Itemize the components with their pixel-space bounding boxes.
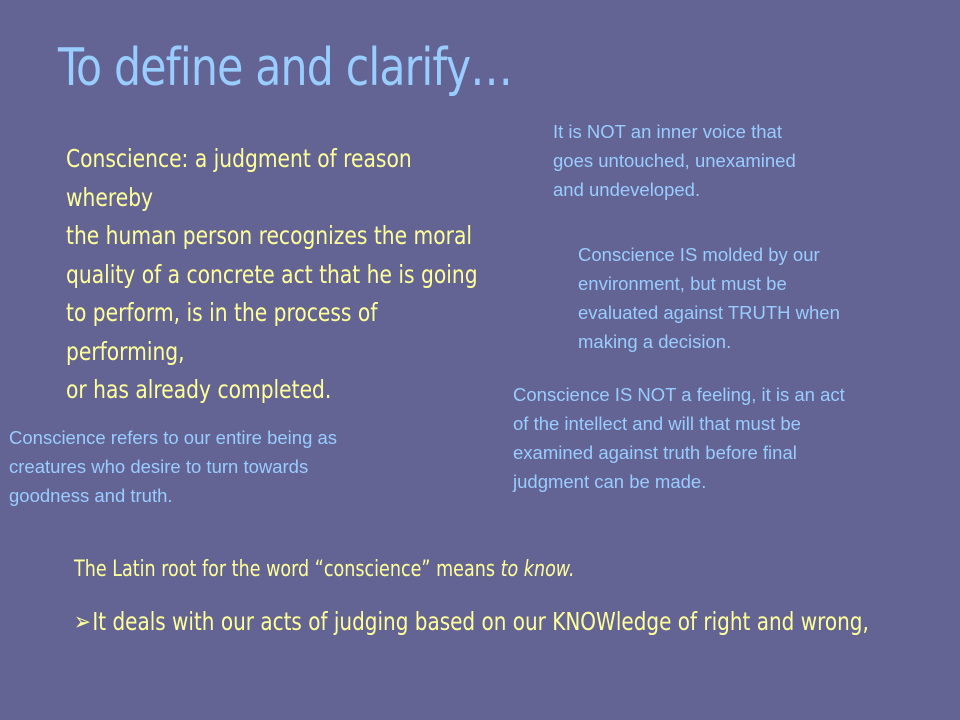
definition-line: Conscience: a judgment of reason whereby bbox=[66, 144, 412, 212]
note-line: goodness and truth. bbox=[9, 485, 173, 506]
bullet-point bbox=[74, 604, 869, 640]
definition-line: the human person recognizes the moral bbox=[66, 221, 472, 250]
note-entire-being bbox=[9, 423, 337, 510]
latin-root-text: The Latin root for the word “conscience” means bbox=[74, 556, 501, 582]
note-not-a-feeling bbox=[513, 380, 845, 496]
arrow-bullet-icon: ➢ bbox=[74, 607, 91, 636]
latin-root-statement bbox=[74, 552, 575, 586]
note-molded-by-environment bbox=[578, 240, 840, 356]
conscience-definition bbox=[66, 140, 479, 410]
note-line: evaluated against TRUTH when bbox=[578, 302, 840, 323]
note-line: of the intellect and will that must be bbox=[513, 413, 801, 434]
note-line: and undeveloped. bbox=[553, 179, 701, 200]
note-line: examined against truth before final bbox=[513, 442, 797, 463]
note-line: creatures who desire to turn towards bbox=[9, 456, 309, 477]
note-line: Conscience IS molded by our bbox=[578, 244, 820, 265]
note-inner-voice bbox=[553, 117, 796, 204]
note-line: Conscience IS NOT a feeling, it is an act bbox=[513, 384, 845, 405]
definition-line: or has already completed. bbox=[66, 375, 332, 404]
definition-line: quality of a concrete act that he is going bbox=[66, 259, 478, 289]
note-line: Conscience refers to our entire being as bbox=[9, 427, 338, 448]
bullet-text: It deals with our acts of judging based on our KNOWledge of right and wrong, bbox=[92, 607, 869, 636]
definition-line: to perform, is in the process of performing, bbox=[66, 298, 378, 366]
note-line: judgment can be made. bbox=[513, 471, 707, 492]
note-line: goes untouched, unexamined bbox=[553, 150, 796, 171]
note-line: making a decision. bbox=[578, 331, 732, 352]
latin-root-emphasis: to know. bbox=[500, 556, 575, 582]
note-line: It is NOT an inner voice that bbox=[553, 121, 782, 142]
note-line: environment, but must be bbox=[578, 273, 787, 294]
slide-title: To define and clarify… bbox=[58, 38, 513, 98]
